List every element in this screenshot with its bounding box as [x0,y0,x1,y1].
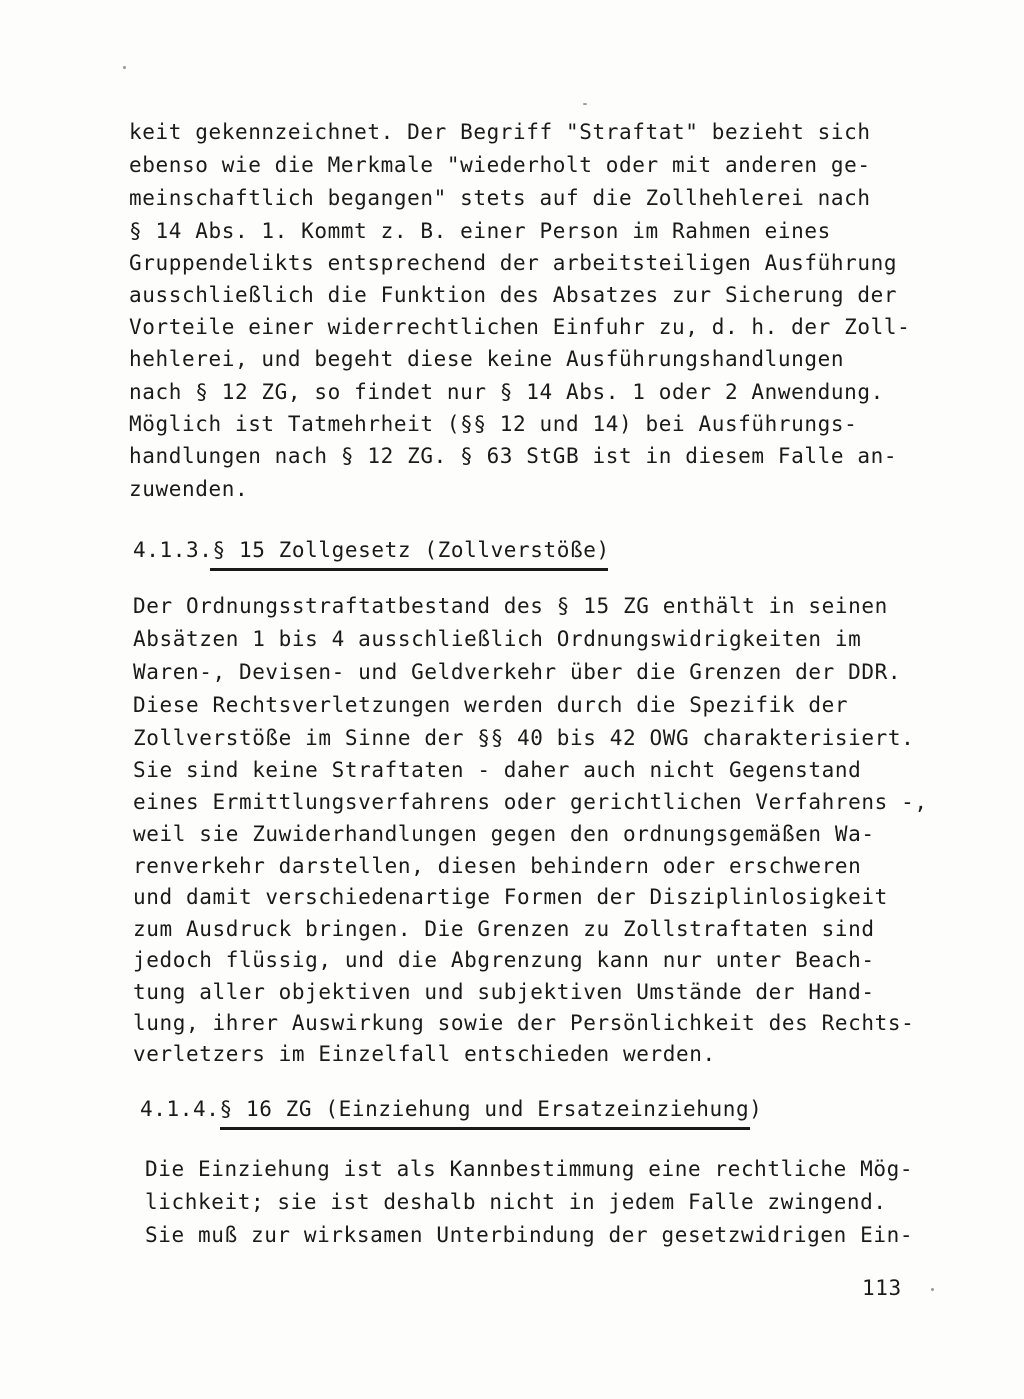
text-line: Diese Rechtsverletzungen werden durch die Spezifik der [133,693,849,717]
page-number: 113 [862,1276,902,1300]
text-line: Absätzen 1 bis 4 ausschließlich Ordnungswidrigkeiten im [133,627,862,651]
text-line: Die Einziehung ist als Kannbestimmung eine rechtliche Mög- [145,1157,914,1181]
heading-underline [210,568,608,571]
text-line: zum Ausdruck bringen. Die Grenzen zu Zollstraftaten sind [133,917,875,941]
text-line: handlungen nach § 12 ZG. § 63 StGB ist in diesem Falle an- [129,444,898,468]
text-line: lichkeit; sie ist deshalb nicht in jedem Falle zwingend. [145,1190,887,1214]
text-line: keit gekennzeichnet. Der Begriff "Straftat" bezieht sich [129,120,871,144]
text-line: hehlerei, und begeht diese keine Ausführungshandlungen [129,347,845,371]
section-heading-4-1-3: 4.1.3.§ 15 Zollgesetz (Zollverstöße) [133,538,610,562]
scan-speck [123,66,126,69]
text-line: ausschließlich die Funktion des Absatzes zur Sicherung der [129,283,898,307]
text-line: lung, ihrer Auswirkung sowie der Persönlichkeit des Rechts- [133,1011,915,1035]
text-line: § 14 Abs. 1. Kommt z. B. einer Person im Rahmen eines [129,219,831,243]
scan-speck [583,103,587,105]
text-line: Der Ordnungsstraftatbestand des § 15 ZG enthält in seinen [133,594,888,618]
text-line: und damit verschiedenartige Formen der Disziplinlosigkeit [133,885,888,909]
heading-underline [220,1127,750,1130]
text-line: nach § 12 ZG, so findet nur § 14 Abs. 1 oder 2 Anwendung. [129,380,884,404]
text-line: meinschaftlich begangen" stets auf die Zollhehlerei nach [129,186,871,210]
text-line: Zollverstöße im Sinne der §§ 40 bis 42 OWG charakterisiert. [133,726,915,750]
scan-speck [931,1288,934,1291]
text-line: eines Ermittlungsverfahrens oder gerichtlichen Verfahrens -, [133,790,928,814]
text-line: Gruppendelikts entsprechend der arbeitsteiligen Ausführung [129,251,898,275]
text-line: ebenso wie die Merkmale "wiederholt oder mit anderen ge- [129,153,871,177]
text-line: zuwenden. [129,477,249,501]
text-line: Waren-, Devisen- und Geldverkehr über die Grenzen der DDR. [133,660,902,684]
section-heading-4-1-4: 4.1.4.§ 16 ZG (Einziehung und Ersatzeinziehung) [140,1097,763,1121]
text-line: weil sie Zuwiderhandlungen gegen den ordnungsgemäßen Wa- [133,822,875,846]
text-line: verletzers im Einzelfall entschieden werden. [133,1042,716,1066]
text-line: tung aller objektiven und subjektiven Umstände der Hand- [133,980,875,1004]
text-line: renverkehr darstellen, diesen behindern oder erschweren [133,854,862,878]
text-line: Möglich ist Tatmehrheit (§§ 12 und 14) bei Ausführungs- [129,412,858,436]
text-line: jedoch flüssig, und die Abgrenzung kann nur unter Beach- [133,948,875,972]
text-line: Sie muß zur wirksamen Unterbindung der gesetzwidrigen Ein- [145,1223,914,1247]
text-line: Vorteile einer widerrechtlichen Einfuhr zu, d. h. der Zoll- [129,315,911,339]
text-line: Sie sind keine Straftaten - daher auch nicht Gegenstand [133,758,862,782]
